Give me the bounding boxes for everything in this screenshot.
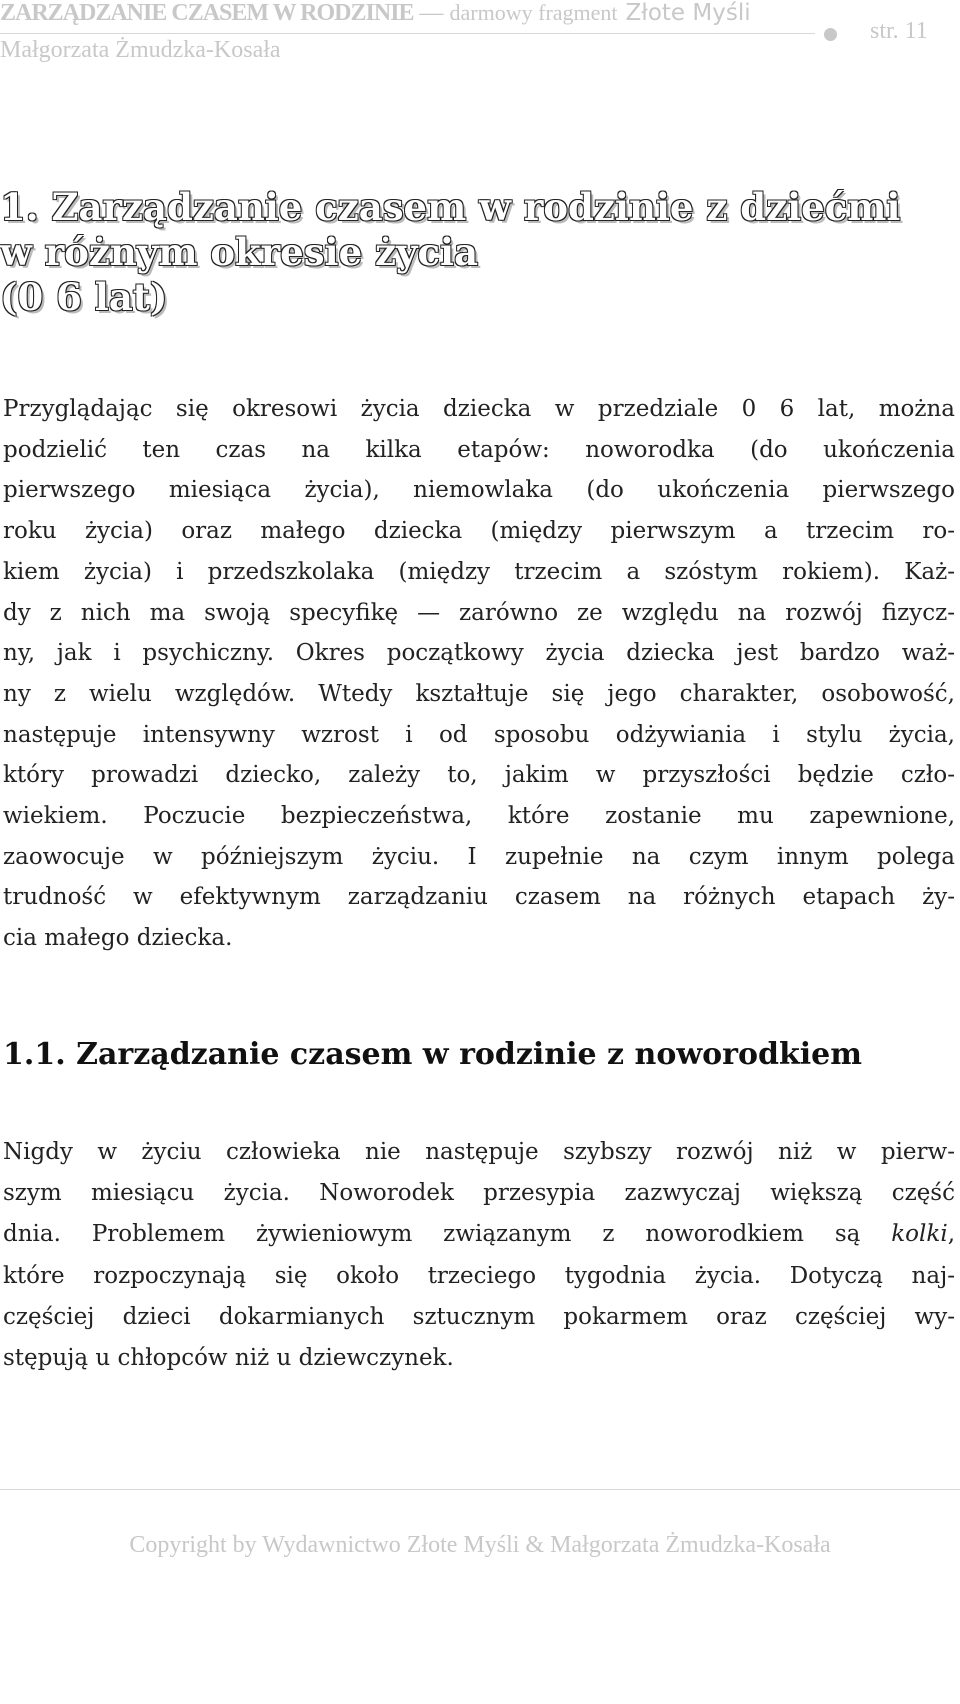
text-line: dnia. Problemem żywieniowym związanym z noworodkiem są kolki,: [3, 1221, 955, 1248]
page-number: str. 11: [870, 18, 928, 44]
header-brand: Złote Myśli: [625, 0, 751, 26]
header-separator: —: [419, 0, 444, 26]
chapter-title-line: w różnym okresie życia: [0, 230, 479, 274]
text-line: Przyglądając się okresowi życia dziecka w przedziale 0 6 lat, można: [3, 396, 955, 422]
text-line: trudność w efektywnym zarządzaniu czasem na różnych etapach ży-: [3, 884, 955, 911]
footer-copyright: Copyright by Wydawnictwo Złote Myśli & Małgorzata Żmudzka-Kosała: [129, 1532, 831, 1558]
text-line: szym miesiącu życia. Noworodek przesypia zazwyczaj większą część: [3, 1180, 955, 1207]
section-paragraph: [3, 1132, 955, 1379]
header-title-line: [0, 0, 751, 27]
chapter-title-line: (0 6 lat): [0, 275, 168, 319]
emphasis-term: kolki: [891, 1221, 948, 1248]
text-line: które rozpoczynają się około trzeciego tygodnia życia. Dotyczą naj-: [3, 1262, 955, 1289]
bullet-icon: [824, 28, 837, 41]
page-header: [0, 0, 960, 75]
header-book-title: ZARZĄDZANIE CZASEM W RODZINIE: [0, 0, 414, 26]
text-line: podzielić ten czas na kilka etapów: noworodka (do ukończenia: [3, 436, 955, 463]
text-line: wiekiem. Poczucie bezpieczeństwa, które zostanie mu zapewnione,: [3, 803, 955, 830]
text-line: zaowocuje w późniejszym życiu. I zupełnie na czym innym polega: [3, 843, 955, 870]
text-line: roku życia) oraz małego dziecka (między pierwszym a trzecim ro-: [3, 518, 955, 545]
intro-paragraph: [3, 389, 955, 959]
text-line: częściej dzieci dokarmianych sztucznym pokarmem oraz częściej wy-: [3, 1303, 955, 1330]
text-line: Nigdy w życiu człowieka nie następuje szybszy rozwój niż w pierw-: [3, 1139, 955, 1165]
section-title: 1.1. Zarządzanie czasem w rodzinie z noworodkiem: [3, 1037, 862, 1072]
footer-rule: [0, 1489, 960, 1490]
header-rule: [0, 33, 815, 34]
header-fragment-label: darmowy fragment: [449, 0, 618, 25]
text-line: kiem życia) i przedszkolaka (między trzecim a szóstym rokiem). Każ-: [3, 558, 955, 585]
text-line: ny z wielu względów. Wtedy kształtuje się jego charakter, osobowość,: [3, 680, 955, 707]
chapter-title: [0, 185, 960, 320]
text-line: dy z nich ma swoją specyfikę — zarówno ze względu na rozwój fizycz-: [3, 599, 955, 626]
header-author: Małgorzata Żmudzka-Kosała: [0, 37, 281, 63]
chapter-title-line: 1. Zarządzanie czasem w rodzinie z dziećmi: [0, 185, 901, 229]
text-line: stępują u chłopców niż u dziewczynek.: [3, 1345, 454, 1372]
text-line: który prowadzi dziecko, zależy to, jakim w przyszłości będzie czło-: [3, 762, 955, 789]
text-line: ny, jak i psychiczny. Okres początkowy życia dziecka jest bardzo waż-: [3, 640, 955, 667]
text-line: pierwszego miesiąca życia), niemowlaka (do ukończenia pierwszego: [3, 477, 955, 504]
text-line: cia małego dziecka.: [3, 925, 233, 952]
text-line: następuje intensywny wzrost i od sposobu odżywiania i stylu życia,: [3, 721, 955, 748]
